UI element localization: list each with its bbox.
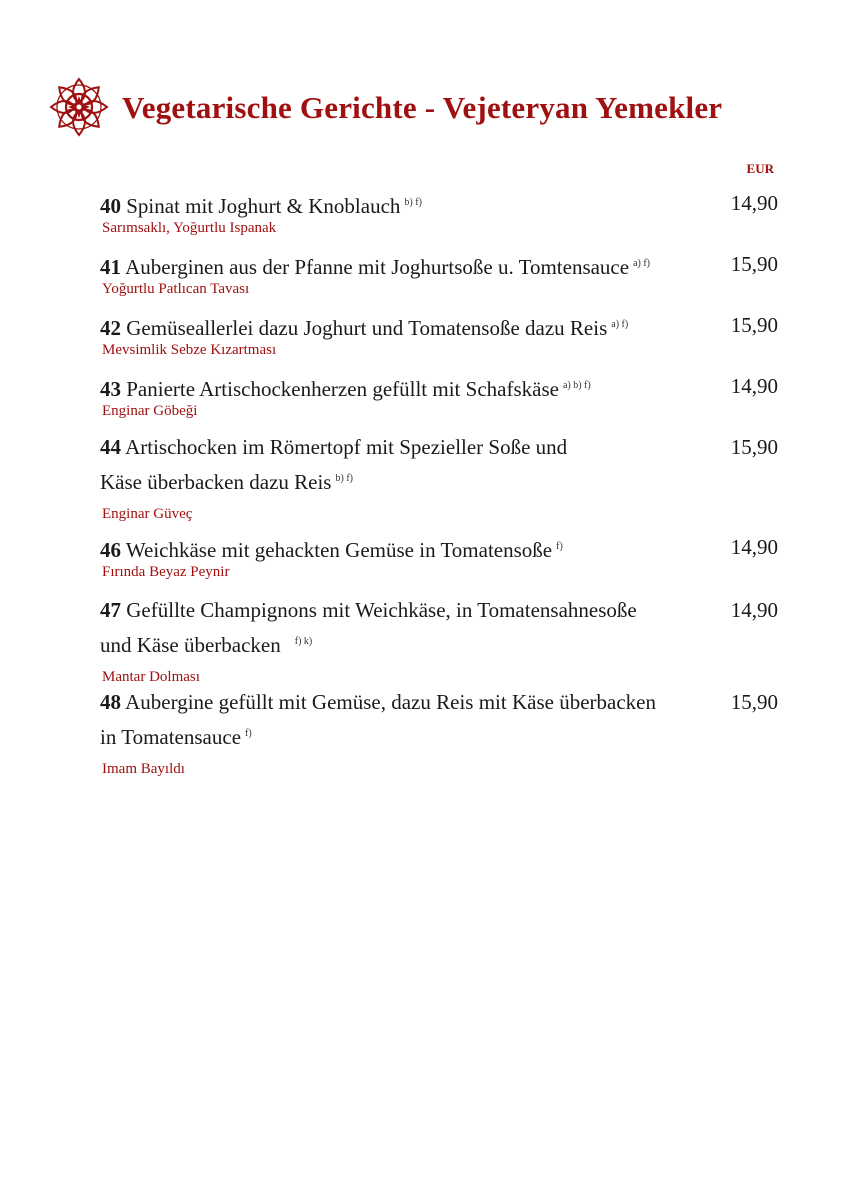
item-turkish-name: Yoğurtlu Patlıcan Tavası (102, 281, 250, 297)
item-title: Auberginen aus der Pfanne mit Joghurtsoße u. Tomtensauce (125, 255, 630, 279)
item-title-continued: Käse überbacken dazu Reis (100, 470, 332, 494)
item-turkish-name: Mantar Dolması (102, 669, 200, 685)
item-number: 40 (100, 194, 121, 218)
allergen-codes: f) k) (294, 636, 313, 647)
item-name (100, 187, 720, 222)
item-number: 48 (100, 690, 121, 714)
item-number: 41 (100, 255, 121, 279)
item-name (100, 370, 720, 405)
menu-item-44 (100, 431, 780, 523)
menu-item-48 (100, 686, 780, 778)
item-number: 46 (100, 538, 121, 562)
item-title-continued: in Tomatensauce (100, 725, 242, 749)
menu-item-42 (100, 309, 780, 359)
item-turkish-name: Enginar Güveç (102, 506, 193, 522)
item-title: Aubergine gefüllt mit Gemüse, dazu Reis mit Käse überbacken (125, 690, 656, 714)
currency-label: EUR (746, 161, 774, 176)
item-number: 43 (100, 377, 121, 401)
item-title: Gefüllte Champignons mit Weichkäse, in Tomatensahnesoße (126, 598, 637, 622)
menu-item-47 (100, 594, 780, 686)
item-price: 15,90 (730, 252, 778, 276)
allergen-codes: a) f) (611, 319, 629, 330)
item-title: Panierte Artischockenherzen gefüllt mit Schafskäse (126, 377, 559, 401)
menu-item-40 (100, 187, 780, 237)
item-title: Spinat mit Joghurt & Knoblauch (126, 194, 401, 218)
item-name (100, 531, 720, 566)
allergen-codes: b) f) (335, 473, 353, 484)
item-title: Artischocken im Römertopf mit Spezieller Soße und (125, 435, 568, 459)
allergen-codes: a) b) f) (562, 380, 591, 391)
item-title: Gemüseallerlei dazu Joghurt und Tomatensoße dazu Reis (126, 316, 608, 340)
item-turkish-name: Mevsimlik Sebze Kızartması (102, 342, 277, 358)
item-price: 14,90 (730, 535, 778, 559)
item-price: 15,90 (730, 435, 778, 459)
item-number: 44 (100, 435, 121, 459)
menu-item-43 (100, 370, 780, 420)
item-price: 14,90 (730, 374, 778, 398)
item-name (100, 594, 720, 661)
item-number: 42 (100, 316, 121, 340)
allergen-codes: f) (556, 541, 563, 552)
item-name (100, 686, 720, 753)
item-turkish-name: Imam Bayıldı (102, 761, 185, 777)
rosette-logo-icon (48, 76, 110, 138)
item-name (100, 309, 720, 344)
item-price: 15,90 (730, 313, 778, 337)
item-turkish-name: Sarımsaklı, Yoğurtlu Ispanak (102, 220, 277, 236)
item-number: 47 (100, 598, 121, 622)
allergen-codes: a) f) (633, 258, 651, 269)
item-turkish-name: Fırında Beyaz Peynir (102, 564, 230, 580)
item-name (100, 248, 730, 283)
item-price: 14,90 (730, 598, 778, 622)
menu-item-46 (100, 531, 780, 581)
item-price: 14,90 (730, 191, 778, 215)
allergen-codes: b) f) (404, 197, 422, 208)
item-name (100, 431, 720, 498)
item-price: 15,90 (730, 690, 778, 714)
item-turkish-name: Enginar Göbeği (102, 403, 198, 419)
item-title-continued: und Käse überbacken (100, 633, 281, 657)
item-title: Weichkäse mit gehackten Gemüse in Tomatensoße (125, 538, 553, 562)
menu-item-41 (100, 248, 780, 298)
page-title: Vegetarische Gerichte - Vejeteryan Yemekler (122, 90, 723, 125)
allergen-codes: f) (245, 728, 252, 739)
